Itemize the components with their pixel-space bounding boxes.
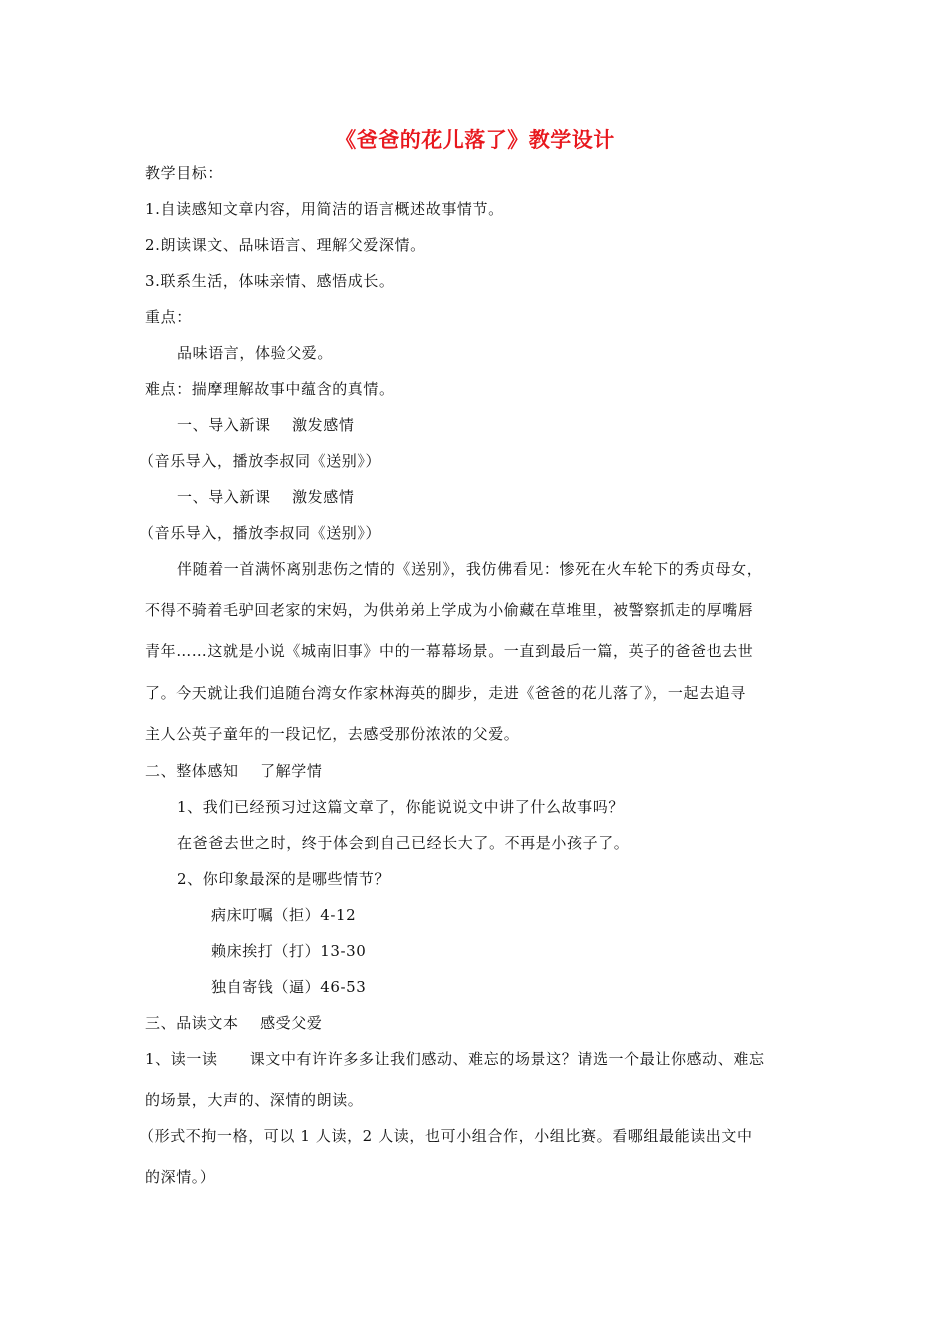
paragraph-line: 1、读一读 课文中有许许多多让我们感动、难忘的场景这？请选一个最让你感动、难忘 xyxy=(145,1050,765,1068)
paragraph-line: 青年……这就是小说《城南旧事》中的一幕幕场景。一直到最后一篇，英子的爸爸也去世 xyxy=(145,642,754,660)
objective-item: 2.朗读课文、品味语言、理解父爱深情。 xyxy=(145,236,426,254)
objective-item: 1.自读感知文章内容，用简洁的语言概述故事情节。 xyxy=(145,200,504,218)
section-heading: 二、整体感知 了解学情 xyxy=(145,762,323,780)
paragraph: 难点：揣摩理解故事中蕴含的真情。 xyxy=(145,380,395,398)
list-item: 病床叮嘱（拒）4-12 xyxy=(211,906,357,924)
section-heading: 一、导入新课 激发感情 xyxy=(177,416,355,434)
list-item: 独自寄钱（逼）46-53 xyxy=(211,978,367,996)
paragraph-line: 不得不骑着毛驴回老家的宋妈，为供弟弟上学成为小偷藏在草堆里，被警察抓走的厚嘴唇 xyxy=(145,601,754,619)
document-title: 《爸爸的花儿落了》教学设计 xyxy=(335,128,615,152)
section-heading-focus: 重点： xyxy=(145,308,192,326)
paragraph-line: 主人公英子童年的一段记忆，去感受那份浓浓的父爱。 xyxy=(145,725,520,743)
objective-item: 3.联系生活，体味亲情、感悟成长。 xyxy=(145,272,395,290)
list-item: 赖床挨打（打）13-30 xyxy=(211,942,367,960)
paragraph-line: 的深情。） xyxy=(145,1168,216,1186)
question-item: 2、你印象最深的是哪些情节？ xyxy=(177,870,390,888)
question-item: 1、我们已经预习过这篇文章了，你能说说文中讲了什么故事吗？ xyxy=(177,798,624,816)
paragraph: （音乐导入，播放李叔同《送别》） xyxy=(139,524,382,542)
paragraph-line: 的场景，大声的、深情的朗读。 xyxy=(145,1091,364,1109)
paragraph: （音乐导入，播放李叔同《送别》） xyxy=(139,452,382,470)
paragraph: 在爸爸去世之时，终于体会到自己已经长大了。不再是小孩子了。 xyxy=(177,834,630,852)
paragraph-line: 了。今天就让我们追随台湾女作家林海英的脚步，走进《爸爸的花儿落了》，一起去追寻 xyxy=(145,684,746,702)
section-heading: 三、品读文本 感受父爱 xyxy=(145,1014,323,1032)
paragraph: 品味语言，体验父爱。 xyxy=(177,344,334,362)
section-heading: 一、导入新课 激发感情 xyxy=(177,488,355,506)
paragraph-line: 伴随着一首满怀离别悲伤之情的《送别》，我仿佛看见：惨死在火车轮下的秀贞母女， xyxy=(177,560,763,578)
paragraph-line: （形式不拘一格，可以 1 人读，2 人读，也可小组合作，小组比赛。看哪组最能读出文中 xyxy=(139,1127,753,1145)
section-heading-objectives: 教学目标： xyxy=(145,164,224,182)
